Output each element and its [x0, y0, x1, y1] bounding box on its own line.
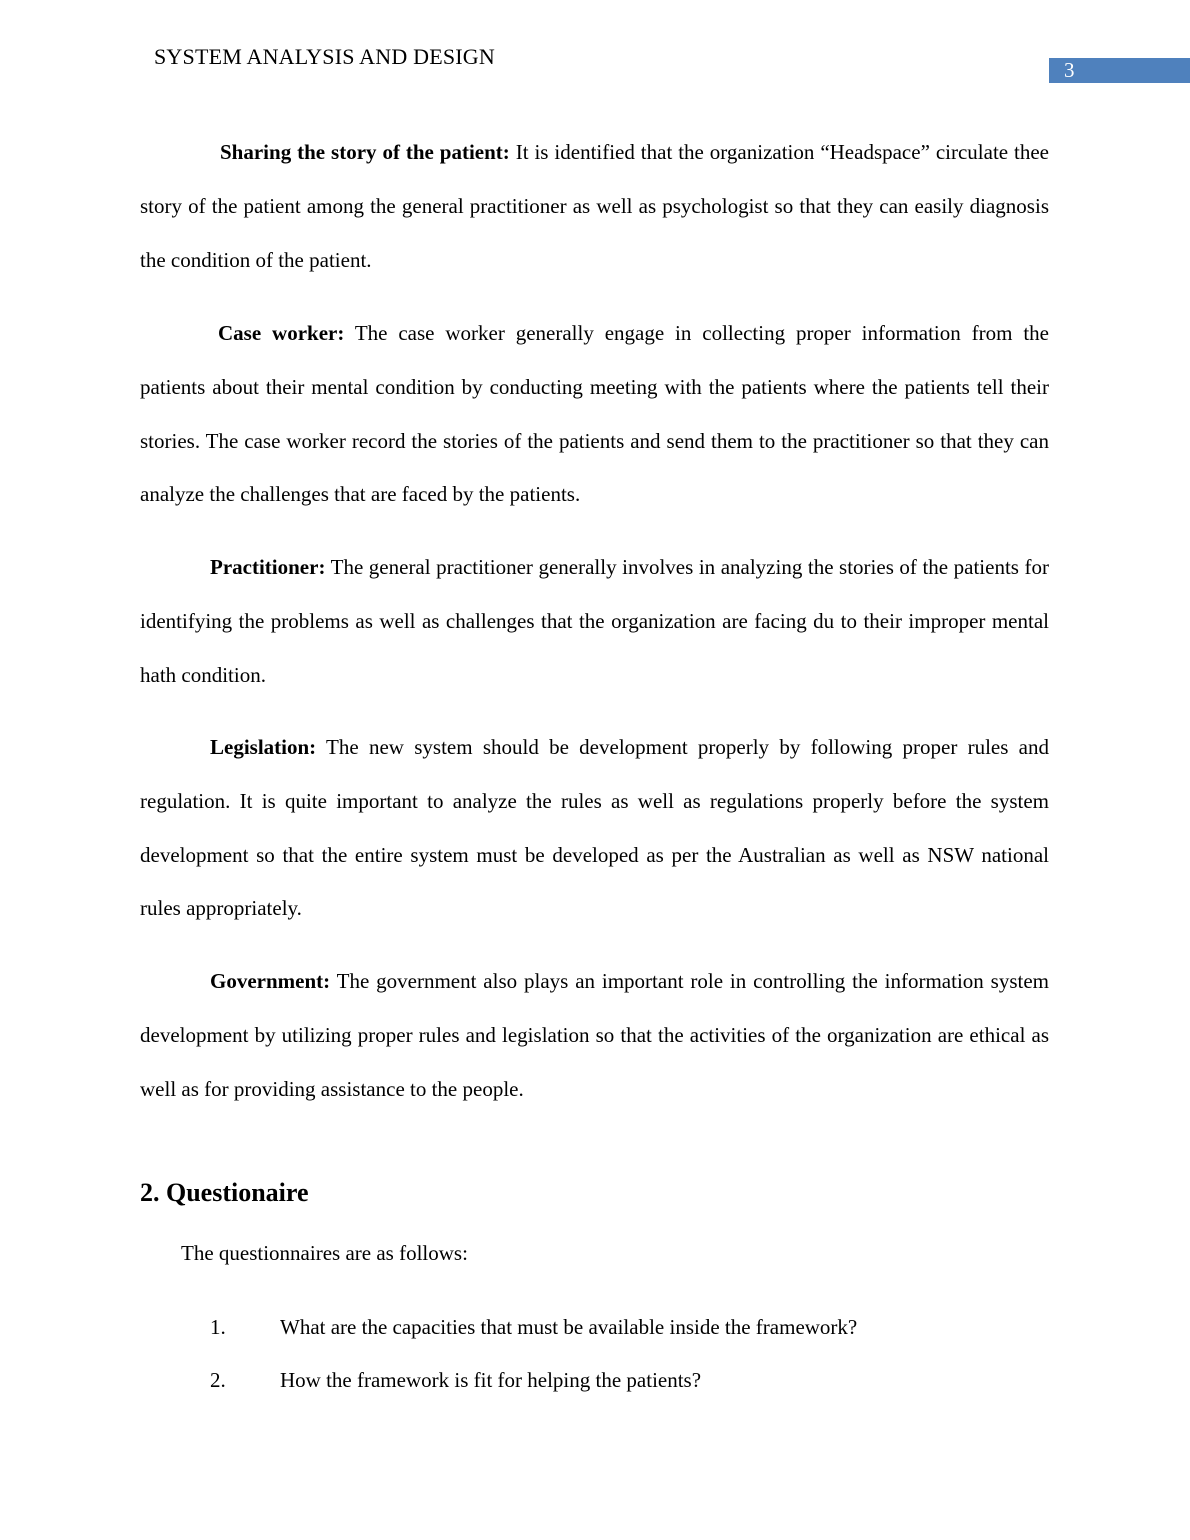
paragraph-government: [140, 955, 1049, 1116]
paragraph-sharing-story: [140, 126, 1049, 287]
page-number: 3: [1064, 58, 1075, 82]
paragraph-lead: Case worker:: [218, 321, 345, 345]
paragraph-text: The general practitioner generally involves in analyzing the stories of the patients for identifying the problems as well as challenges that the organization are facing du to their improper mental hath condition.: [140, 555, 1049, 687]
list-item-number: 1.: [210, 1315, 226, 1339]
page-number-badge: [1049, 58, 1190, 83]
paragraph-lead: Practitioner:: [210, 555, 326, 579]
list-item-number: 2.: [210, 1368, 226, 1392]
paragraph-practitioner: [140, 541, 1049, 702]
paragraph-text: The case worker generally engage in collecting proper information from the patients about their mental condition by conducting meeting with the patients where the patients tell their stories. The case worker record the stories of the patients and send them to the practitioner so that they can analyze the challenges that are faced by the patients.: [140, 321, 1049, 507]
paragraph-legislation: [140, 721, 1049, 936]
section-intro: The questionnaires are as follows:: [181, 1241, 468, 1265]
section-heading: 2. Questionaire: [140, 1178, 309, 1207]
paragraph-lead: Legislation:: [210, 735, 317, 759]
running-header: SYSTEM ANALYSIS AND DESIGN: [154, 44, 495, 69]
paragraph-text: The government also plays an important role in controlling the information system development by utilizing proper rules and legislation so that the activities of the organization are ethical as well as for providing assistance to the people.: [140, 969, 1049, 1101]
paragraph-lead: Sharing the story of the patient:: [220, 140, 510, 164]
paragraph-text: The new system should be development properly by following proper rules and regulation. It is quite important to analyze the rules as well as regulations properly before the system development so that the entire system must be developed as per the Australian as well as NSW national rules appropriately.: [140, 735, 1049, 921]
paragraph-case-worker: [140, 307, 1049, 522]
list-item-text: What are the capacities that must be available inside the framework?: [280, 1315, 858, 1339]
list-item-text: How the framework is fit for helping the patients?: [280, 1368, 702, 1392]
paragraph-lead: Government:: [210, 969, 331, 993]
paragraph-text: It is identified that the organization “Headspace” circulate thee story of the patient among the general practitioner as well as psychologist so that they can easily diagnosis the condition of the patient.: [140, 140, 1050, 272]
